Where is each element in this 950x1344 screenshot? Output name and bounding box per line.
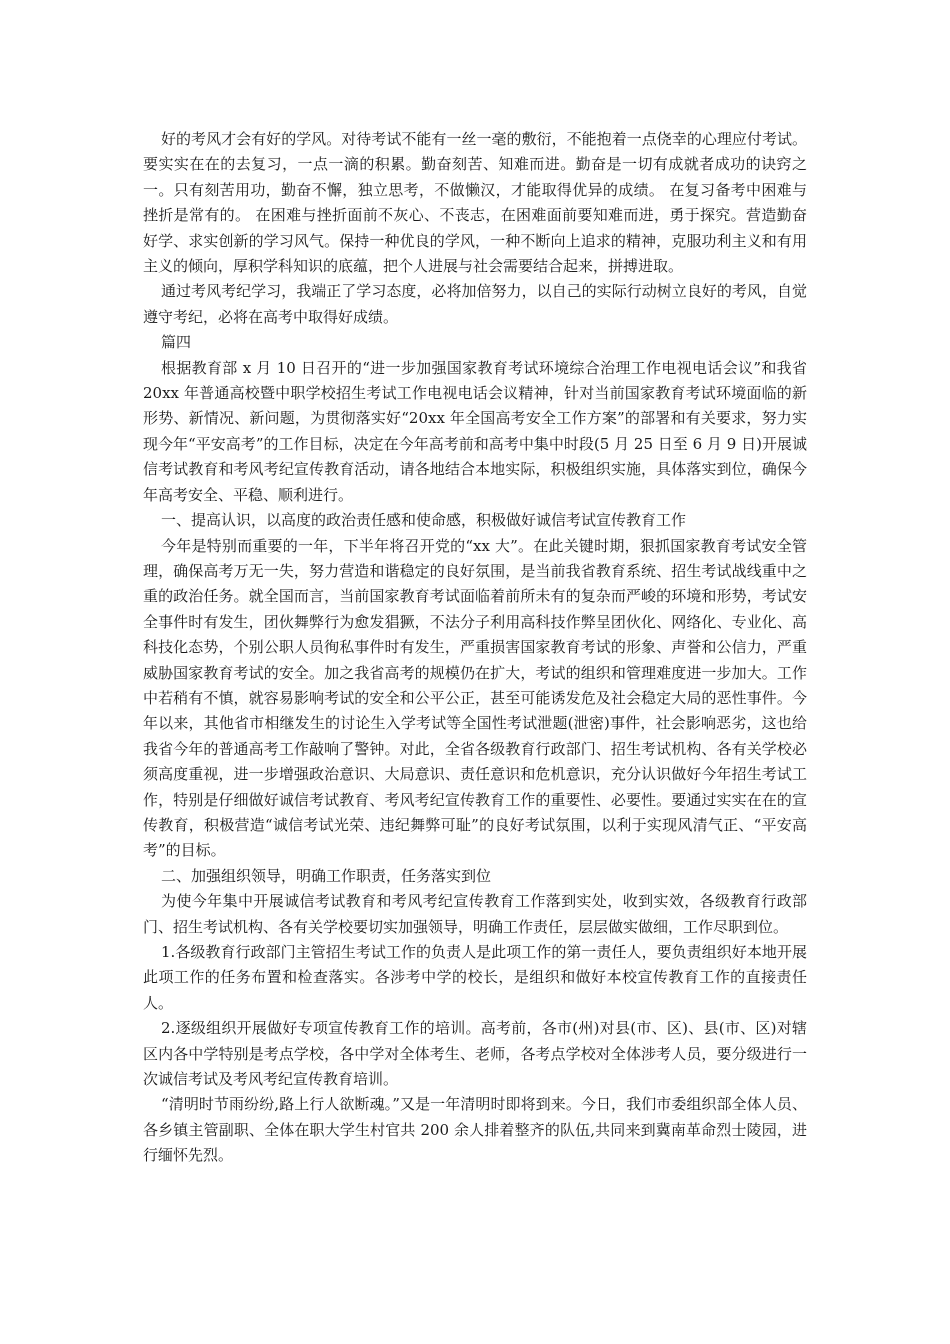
paragraph-exam-style: 好的考风才会有好的学风。对待考试不能有一丝一毫的敷衍，不能抱着一点侥幸的心理应付考试。要实实在在的去复习，一点一滴的积累。勤奋刻苦、知难而进。勤奋是一切有成就者成功的诀窍之一。只有刻苦用功，勤奋不懈，独立思考，不做懒汉，才能取得优异的成绩。 在复习备考中困难与挫折是常有的。 在困难与挫折面前不灰心、不丧志，在困难面前要知难而进，勇于探究。营造勤奋好学、求实创新的学习风气。保持一种优良的学风，一种不断向上追求的精神，克服功利主义和有用主义的倾向，厚积学科知识的底蕴，把个人进展与社会需要结合起来，拼搏进取。 xyxy=(143,130,807,276)
paragraph-qingming: “清明时节雨纷纷,路上行人欲断魂。”又是一年清明时即将到来。今日，我们市委组织部全体人员、各乡镇主管副职、全体在职大学生村官共 200 余人排着整齐的队伍,共同来到冀南革命烈士陵园，进行缅怀先烈。 xyxy=(143,1095,807,1165)
section-heading-one: 一、提高认识，以高度的政治责任感和使命感，积极做好诚信考试宣传教育工作 xyxy=(161,511,687,530)
paragraph-notice-intro: 根据教育部 x 月 10 日召开的“进一步加强国家教育考试环境综合治理工作电视电话会议”和我省 20xx 年普通高校暨中职学校招生考试工作电视电话会议精神，针对当前国家教育考试环境面临的新形势、新情况、新问题，为贯彻落实好“20xx 年全国高考安全工作方案”的部署和有关要求，努力实现今年“平安高考”的工作目标，决定在今年高考前和高考中集中时段(5 月 25 日至 6 月 9 日)开展诚信考试教育和考风考纪宣传教育活动，请各地结合本地实际，积极组织实施，具体落实到位，确保今年高考安全、平稳、顺利进行。 xyxy=(143,358,807,504)
paragraph-importance: 今年是特别而重要的一年，下半年将召开党的“xx 大”。在此关键时期，狠抓国家教育考试安全管理，确保高考万无一失，努力营造和谐稳定的良好氛围，是当前我省教育系统、招生考试战线重中之重的政治任务。就全国而言，当前国家教育考试面临着前所未有的复杂而严峻的环境和形势，考试安全事件时有发生，团伙舞弊行为愈发猖獗，不法分子利用高科技作弊呈团伙化、网络化、专业化、高科技化态势，个别公职人员徇私事件时有发生，严重损害国家教育考试的形象、声誉和公信力，严重威胁国家教育考试的安全。加之我省高考的规模仍在扩大，考试的组织和管理难度进一步加大。工作中若稍有不慎，就容易影响考试的安全和公平公正，甚至可能诱发危及社会稳定大局的恶性事件。今年以来，其他省市相继发生的讨论生入学考试等全国性考试泄题(泄密)事件，社会影响恶劣，这也给我省今年的普通高考工作敲响了警钟。对此，全省各级教育行政部门、招生考试机构、各有关学校必须高度重视，进一步增强政治意识、大局意识、责任意识和危机意识，充分认识做好今年招生考试工作，特别是仔细做好诚信考试教育、考风考纪宣传教育工作的重要性、必要性。要通过实实在在的宣传教育，积极营造“诚信考试光荣、违纪舞弊可耻”的良好考试氛围，以利于实现风清气正、“平安高考”的目标。 xyxy=(143,536,807,860)
section-heading-two: 二、加强组织领导，明确工作职责，任务落实到位 xyxy=(161,866,492,885)
paragraph-leadership: 为使今年集中开展诚信考试教育和考风考纪宣传教育工作落到实处，收到实效，各级教育行政部门、招生考试机构、各有关学校要切实加强领导，明确工作责任，层层做实做细，工作尽职到位。 xyxy=(143,892,807,936)
list-item-1: 1.各级教育行政部门主管招生考试工作的负责人是此项工作的第一责任人，要负责组织好本地开展此项工作的任务布置和检查落实。各涉考中学的校长，是组织和做好本校宣传教育工作的直接责任人。 xyxy=(143,943,807,1012)
paragraph-study-attitude: 通过考风考纪学习，我端正了学习态度，必将加倍努力，以自己的实际行动树立良好的考风，自觉遵守考纪，必将在高考中取得好成绩。 xyxy=(143,282,807,326)
section-heading-part-four: 篇四 xyxy=(161,333,192,352)
document-body xyxy=(143,127,807,1169)
list-item-2: 2.逐级组织开展做好专项宣传教育工作的培训。高考前，各市(州)对县(市、区)、县(市、区)对辖区内各中学特别是考点学校，各中学对全体考生、老师，各考点学校对全体涉考人员，要分级进行一次诚信考试及考风考纪宣传教育培训。 xyxy=(143,1019,807,1089)
